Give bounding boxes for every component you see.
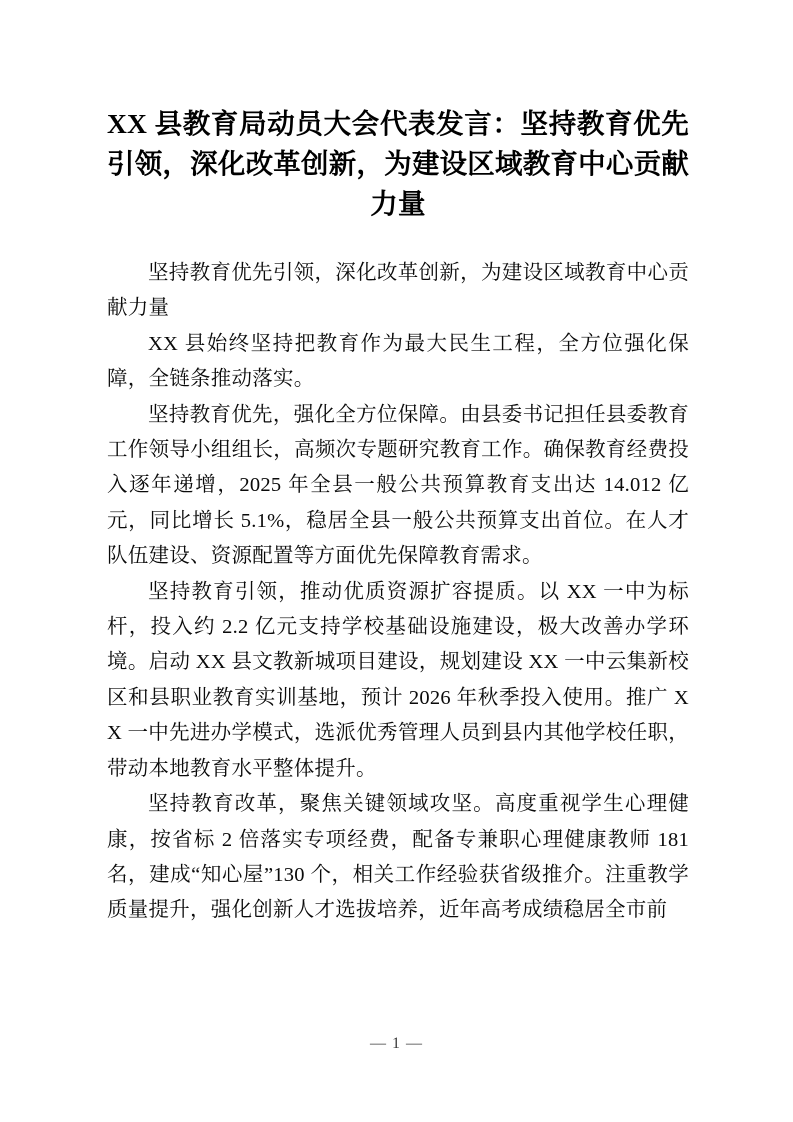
paragraph-2: XX 县始终坚持把教育作为最大民生工程，全方位强化保障，全链条推动落实。: [107, 332, 689, 391]
paragraph-4: 坚持教育引领，推动优质资源扩容提质。以 XX 一中为标杆，投入约 2.2 亿元支持学校基础设施建设，极大改善办学环境。启动 XX 县文教新城项目建设，规划建设 XX 一中云集新校区和县职业教育实训基地，预计 2026 年秋季投入使用。推广 XX 一中先进办学模式，选派优秀管理人员到县内其他学校任职，带动本地教育水平整体提升。: [107, 580, 689, 780]
page-title: XX 县教育局动员大会代表发言：坚持教育优先引领，深化改革创新，为建设区域教育中心贡献力量: [107, 108, 689, 219]
paragraph-5: 坚持教育改革，聚焦关键领域攻坚。高度重视学生心理健康，按省标 2 倍落实专项经费，配备专兼职心理健康教师 181 名，建成“知心屋”130 个，相关工作经验获省级推介。注重教学质量提升，强化创新人才选拔培养，近年高考成绩稳居全市前: [107, 793, 689, 922]
paragraph-1: 坚持教育优先引领，深化改革创新，为建设区域教育中心贡献力量: [107, 262, 689, 320]
document-content: [107, 256, 689, 929]
document-body: [107, 0, 689, 929]
paragraph-3: 坚持教育优先，强化全方位保障。由县委书记担任县委教育工作领导小组组长，高频次专题研究教育工作。确保教育经费投入逐年递增，2025 年全县一般公共预算教育支出达 14.012 亿元，同比增长 5.1%，稳居全县一般公共预算支出首位。在人才队伍建设、资源配置等方面优先保障教育需求。: [107, 403, 689, 568]
page-number-footer: — 1 —: [370, 1035, 423, 1052]
